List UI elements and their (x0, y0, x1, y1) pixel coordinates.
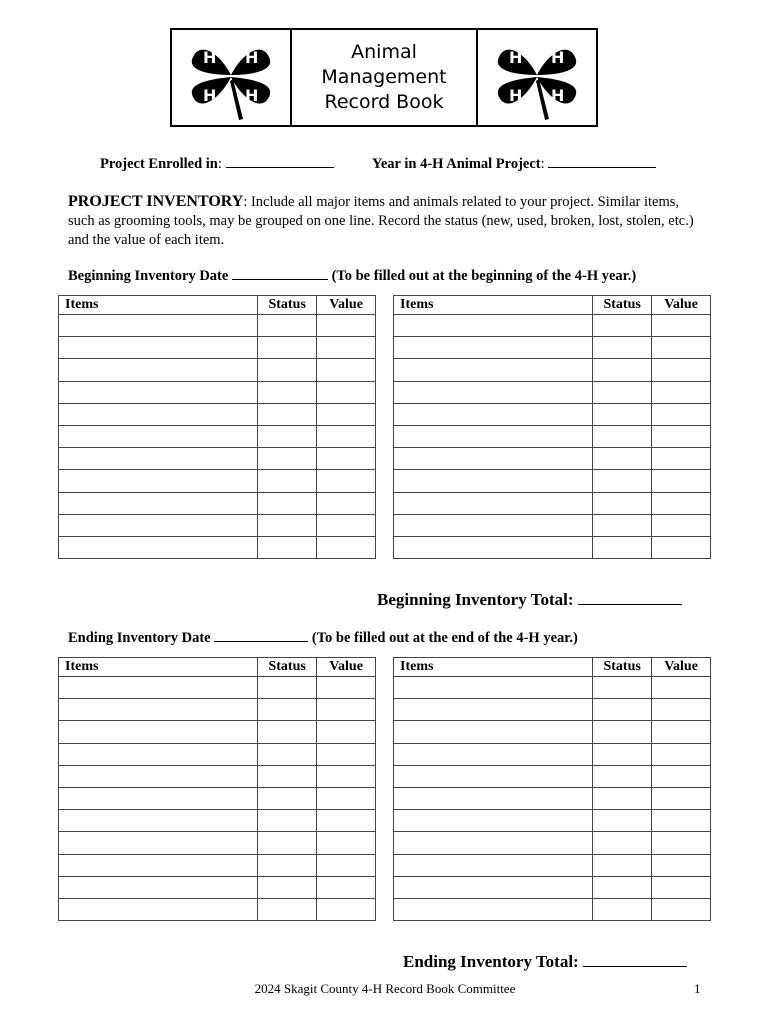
beginning-date-input[interactable] (232, 266, 328, 280)
item-cell[interactable] (59, 536, 258, 558)
status-cell[interactable] (258, 677, 317, 699)
item-cell[interactable] (59, 514, 258, 536)
ending-note: (To be filled out at the end of the 4-H year.) (311, 630, 578, 646)
logo-letter: H (509, 85, 523, 105)
clover-logo-right (478, 30, 596, 125)
logo-letter: H (551, 85, 565, 105)
item-cell[interactable] (59, 765, 258, 787)
table-row (59, 832, 376, 854)
item-cell[interactable] (394, 854, 593, 876)
item-cell[interactable] (59, 787, 258, 809)
status-cell[interactable] (258, 699, 317, 721)
value-cell[interactable] (317, 403, 376, 425)
status-cell[interactable] (593, 403, 652, 425)
table-row (59, 470, 376, 492)
ending-table-left (58, 657, 376, 921)
table-row (394, 403, 711, 425)
status-cell[interactable] (258, 425, 317, 447)
table-row (59, 514, 376, 536)
item-cell[interactable] (59, 381, 258, 403)
col-status: Status (258, 658, 317, 677)
status-cell[interactable] (593, 677, 652, 699)
status-cell[interactable] (258, 381, 317, 403)
table-row (394, 743, 711, 765)
table-row (394, 337, 711, 359)
clover-icon (181, 35, 281, 121)
status-cell[interactable] (593, 470, 652, 492)
status-cell[interactable] (593, 810, 652, 832)
status-cell[interactable] (593, 359, 652, 381)
beginning-table-left (58, 295, 376, 559)
status-cell[interactable] (258, 743, 317, 765)
ending-total-label: Ending Inventory Total: (403, 952, 579, 971)
status-cell[interactable] (593, 514, 652, 536)
col-status: Status (593, 296, 652, 315)
value-cell[interactable] (317, 381, 376, 403)
status-cell[interactable] (593, 337, 652, 359)
item-cell[interactable] (59, 854, 258, 876)
status-cell[interactable] (593, 492, 652, 514)
table-row (59, 721, 376, 743)
item-cell[interactable] (59, 677, 258, 699)
value-cell[interactable] (317, 699, 376, 721)
table-row (59, 898, 376, 920)
ending-date-label: Ending Inventory Date (68, 630, 211, 646)
col-items: Items (394, 658, 593, 677)
item-cell[interactable] (59, 448, 258, 470)
item-cell[interactable] (394, 470, 593, 492)
item-cell[interactable] (394, 448, 593, 470)
beginning-total (377, 590, 682, 610)
table-row (394, 699, 711, 721)
col-status: Status (258, 296, 317, 315)
table-row (394, 898, 711, 920)
inventory-text: : Include all major items and animals related to your project. Similar items, such as grooming tools, may be grouped on one line. Record the status (new, used, broken, lost, stolen, etc.) and the value of each item. (68, 194, 694, 248)
table-row (59, 337, 376, 359)
item-cell[interactable] (59, 492, 258, 514)
status-cell[interactable] (593, 721, 652, 743)
item-cell[interactable] (394, 876, 593, 898)
item-cell[interactable] (59, 425, 258, 447)
value-cell[interactable] (652, 787, 711, 809)
value-cell[interactable] (317, 470, 376, 492)
ending-table-right (393, 657, 711, 921)
year-label: Year in 4-H Animal Project (372, 156, 541, 172)
item-cell[interactable] (394, 898, 593, 920)
item-cell[interactable] (394, 787, 593, 809)
value-cell[interactable] (317, 315, 376, 337)
table-row (59, 854, 376, 876)
status-cell[interactable] (258, 876, 317, 898)
item-cell[interactable] (59, 699, 258, 721)
ending-date-line (68, 628, 578, 647)
table-row (59, 492, 376, 514)
value-cell[interactable] (317, 721, 376, 743)
table-row (394, 425, 711, 447)
value-cell[interactable] (317, 787, 376, 809)
status-cell[interactable] (258, 448, 317, 470)
item-cell[interactable] (394, 359, 593, 381)
item-cell[interactable] (394, 337, 593, 359)
table-row (394, 381, 711, 403)
value-cell[interactable] (652, 876, 711, 898)
item-cell[interactable] (59, 315, 258, 337)
status-cell[interactable] (593, 536, 652, 558)
beginning-note: (To be filled out at the beginning of the 4-H year.) (331, 268, 637, 284)
item-cell[interactable] (394, 699, 593, 721)
title-line-2: Management (321, 66, 447, 88)
table-row (394, 448, 711, 470)
status-cell[interactable] (258, 536, 317, 558)
value-cell[interactable] (317, 492, 376, 514)
table-row (59, 425, 376, 447)
ending-total-input[interactable] (583, 953, 687, 967)
status-cell[interactable] (593, 765, 652, 787)
beginning-date-line (68, 266, 636, 285)
value-cell[interactable] (317, 514, 376, 536)
col-status: Status (593, 658, 652, 677)
status-cell[interactable] (593, 448, 652, 470)
table-row (394, 536, 711, 558)
status-cell[interactable] (258, 337, 317, 359)
value-cell[interactable] (317, 536, 376, 558)
item-cell[interactable] (394, 315, 593, 337)
ending-total (403, 952, 687, 972)
status-cell[interactable] (258, 315, 317, 337)
beginning-date-label: Beginning Inventory Date (68, 268, 229, 284)
value-cell[interactable] (652, 810, 711, 832)
title-line-3: Record Book (324, 91, 444, 113)
table-row (394, 315, 711, 337)
item-cell[interactable] (59, 337, 258, 359)
col-items: Items (59, 658, 258, 677)
status-cell[interactable] (593, 832, 652, 854)
value-cell[interactable] (317, 832, 376, 854)
status-cell[interactable] (593, 425, 652, 447)
value-cell[interactable] (652, 403, 711, 425)
item-cell[interactable] (59, 403, 258, 425)
table-row (59, 876, 376, 898)
value-cell[interactable] (652, 514, 711, 536)
value-cell[interactable] (652, 536, 711, 558)
value-cell[interactable] (652, 337, 711, 359)
table-row (59, 536, 376, 558)
table-row (394, 832, 711, 854)
item-cell[interactable] (59, 470, 258, 492)
logo-letter: H (551, 47, 565, 67)
value-cell[interactable] (652, 854, 711, 876)
item-cell[interactable] (59, 810, 258, 832)
item-cell[interactable] (394, 492, 593, 514)
status-cell[interactable] (258, 854, 317, 876)
value-cell[interactable] (652, 677, 711, 699)
status-cell[interactable] (258, 359, 317, 381)
table-row (394, 359, 711, 381)
value-cell[interactable] (652, 448, 711, 470)
table-row (59, 810, 376, 832)
logo-letter: H (245, 47, 259, 67)
logo-letter: H (509, 47, 523, 67)
status-cell[interactable] (258, 787, 317, 809)
col-value: Value (652, 296, 711, 315)
status-cell[interactable] (593, 743, 652, 765)
value-cell[interactable] (317, 765, 376, 787)
value-cell[interactable] (652, 832, 711, 854)
page-number: 1 (694, 981, 701, 996)
project-enrolled-field: Project Enrolled in: (100, 154, 334, 173)
value-cell[interactable] (652, 743, 711, 765)
item-cell[interactable] (59, 898, 258, 920)
status-cell[interactable] (593, 381, 652, 403)
status-cell[interactable] (593, 876, 652, 898)
year-field: Year in 4-H Animal Project: (372, 154, 656, 173)
status-cell[interactable] (258, 721, 317, 743)
status-cell[interactable] (258, 470, 317, 492)
value-cell[interactable] (317, 337, 376, 359)
item-cell[interactable] (394, 765, 593, 787)
value-cell[interactable] (317, 876, 376, 898)
item-cell[interactable] (394, 381, 593, 403)
value-cell[interactable] (652, 381, 711, 403)
value-cell[interactable] (317, 898, 376, 920)
table-row (59, 448, 376, 470)
item-cell[interactable] (394, 743, 593, 765)
status-cell[interactable] (593, 854, 652, 876)
value-cell[interactable] (652, 898, 711, 920)
value-cell[interactable] (317, 810, 376, 832)
status-cell[interactable] (258, 492, 317, 514)
value-cell[interactable] (317, 743, 376, 765)
status-cell[interactable] (258, 514, 317, 536)
item-cell[interactable] (59, 743, 258, 765)
clover-icon (487, 35, 587, 121)
header-banner (170, 28, 598, 127)
status-cell[interactable] (258, 765, 317, 787)
col-value: Value (652, 658, 711, 677)
clover-logo-left (172, 30, 290, 125)
status-cell[interactable] (258, 403, 317, 425)
table-row (59, 677, 376, 699)
table-row (59, 699, 376, 721)
col-value: Value (317, 296, 376, 315)
table-row (394, 677, 711, 699)
status-cell[interactable] (593, 787, 652, 809)
item-cell[interactable] (394, 810, 593, 832)
table-row (59, 743, 376, 765)
project-enrolled-label: Project Enrolled in (100, 156, 218, 172)
beginning-total-label: Beginning Inventory Total: (377, 590, 574, 609)
value-cell[interactable] (652, 721, 711, 743)
beginning-total-input[interactable] (578, 591, 682, 605)
inventory-description (68, 192, 708, 250)
table-row (394, 787, 711, 809)
value-cell[interactable] (652, 492, 711, 514)
table-row (394, 876, 711, 898)
item-cell[interactable] (394, 721, 593, 743)
item-cell[interactable] (394, 832, 593, 854)
item-cell[interactable] (394, 514, 593, 536)
table-row (394, 470, 711, 492)
table-row (59, 359, 376, 381)
item-cell[interactable] (394, 677, 593, 699)
table-row (394, 765, 711, 787)
item-cell[interactable] (394, 536, 593, 558)
value-cell[interactable] (317, 677, 376, 699)
value-cell[interactable] (317, 448, 376, 470)
beginning-table-right (393, 295, 711, 559)
value-cell[interactable] (652, 470, 711, 492)
table-row (59, 787, 376, 809)
year-input[interactable] (548, 154, 656, 168)
item-cell[interactable] (59, 359, 258, 381)
col-value: Value (317, 658, 376, 677)
table-row (59, 381, 376, 403)
table-row (59, 315, 376, 337)
table-row (59, 403, 376, 425)
value-cell[interactable] (652, 699, 711, 721)
status-cell[interactable] (258, 810, 317, 832)
status-cell[interactable] (593, 699, 652, 721)
table-row (394, 514, 711, 536)
table-row (394, 854, 711, 876)
logo-letter: H (245, 85, 259, 105)
item-cell[interactable] (59, 832, 258, 854)
table-row (394, 721, 711, 743)
item-cell[interactable] (59, 721, 258, 743)
item-cell[interactable] (59, 876, 258, 898)
inventory-heading: PROJECT INVENTORY (68, 193, 244, 210)
project-enrolled-input[interactable] (226, 154, 334, 168)
value-cell[interactable] (317, 359, 376, 381)
value-cell[interactable] (652, 765, 711, 787)
item-cell[interactable] (394, 403, 593, 425)
item-cell[interactable] (394, 425, 593, 447)
status-cell[interactable] (593, 315, 652, 337)
value-cell[interactable] (317, 854, 376, 876)
table-row (59, 765, 376, 787)
value-cell[interactable] (652, 359, 711, 381)
status-cell[interactable] (258, 898, 317, 920)
logo-letter: H (203, 47, 217, 67)
title-line-1: Animal (351, 41, 417, 63)
col-items: Items (59, 296, 258, 315)
page-title (290, 30, 478, 125)
ending-date-input[interactable] (214, 628, 308, 642)
value-cell[interactable] (652, 425, 711, 447)
table-row (394, 492, 711, 514)
value-cell[interactable] (317, 425, 376, 447)
table-row (394, 810, 711, 832)
footer-text: 2024 Skagit County 4-H Record Book Committee (254, 981, 516, 996)
value-cell[interactable] (652, 315, 711, 337)
col-items: Items (394, 296, 593, 315)
status-cell[interactable] (593, 898, 652, 920)
logo-letter: H (203, 85, 217, 105)
status-cell[interactable] (258, 832, 317, 854)
